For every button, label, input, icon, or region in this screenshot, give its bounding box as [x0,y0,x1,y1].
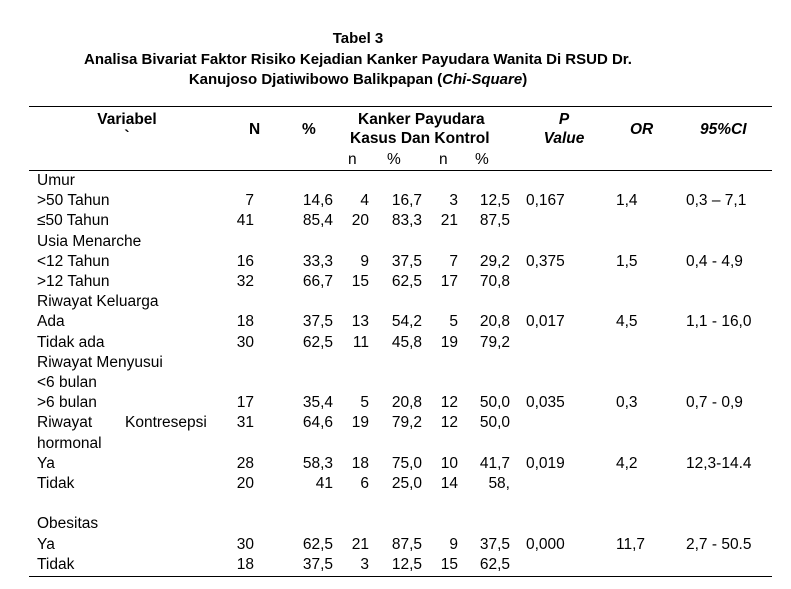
cell-ci: 1,1 - 16,0 [686,313,752,330]
cell-n: 7 [245,192,254,209]
row-label: Tidak ada [37,334,105,351]
cell-pct-kasus: 37,5 [391,253,422,270]
row-label: <12 Tahun [37,253,110,270]
cell-n-kasus: 9 [360,253,369,270]
cell-n-kontrol: 9 [449,536,458,553]
cell-ci: 2,7 - 50.5 [686,536,752,553]
cell-p-value: 0,019 [526,455,565,472]
cell-pct-kontrol: 41,7 [479,455,510,472]
cell-pct-kontrol: 12,5 [479,192,510,209]
header-n: N [249,121,261,138]
cell-n-kontrol: 21 [440,212,458,229]
header-percent: % [302,121,316,138]
cell-percent: 37,5 [302,556,333,573]
header-kanker-line2: Kasus Dan Kontrol [350,130,490,147]
row-label: <6 bulan [37,374,97,391]
header-or: OR [630,121,654,138]
cell-n: 18 [236,313,254,330]
row-label: Ya [37,455,55,472]
table-title-line-2: Kanujoso Djatiwibowo Balikpapan (Chi-Square) [188,71,528,88]
cell-n: 30 [236,536,254,553]
cell-n: 31 [236,414,254,431]
row-label: ≤50 Tahun [37,212,110,229]
cell-percent: 62,5 [302,536,333,553]
cell-n-kasus: 15 [351,273,369,290]
table-header-rule [29,170,772,171]
cell-or: 11,7 [616,536,646,553]
cell-percent: 62,5 [302,334,333,351]
cell-pct-kontrol: 62,5 [479,556,510,573]
cell-pct-kontrol: 79,2 [479,334,510,351]
row-label: Tidak [37,556,75,573]
row-label: Ada [37,313,65,330]
cell-n-kasus: 3 [360,556,369,573]
header-kanker-line1: Kanker Payudara [358,111,485,128]
row-label: Riwayat Keluarga [37,293,159,310]
cell-p-value: 0,375 [526,253,565,270]
row-label: >12 Tahun [37,273,110,290]
cell-percent: 66,7 [302,273,333,290]
cell-percent: 33,3 [302,253,333,270]
cell-n-kasus: 4 [360,192,369,209]
cell-p-value: 0,167 [526,192,565,209]
row-label: hormonal [37,435,102,452]
cell-n-kontrol: 3 [449,192,458,209]
cell-n: 41 [236,212,254,229]
row-label: Riwayat Menyusui [37,354,163,371]
cell-pct-kontrol: 70,8 [479,273,510,290]
cell-pct-kasus: 79,2 [391,414,422,431]
cell-n: 30 [236,334,254,351]
subheader-pct-kasus: % [387,151,401,168]
cell-pct-kontrol: 58, [488,475,510,492]
cell-n-kasus: 6 [360,475,369,492]
cell-ci: 12,3-14.4 [686,455,752,472]
row-label: Riwayat [37,414,93,431]
row-label-continued: Kontresepsi [125,414,207,431]
table-top-rule [29,106,772,107]
cell-or: 4,2 [616,455,638,472]
cell-pct-kasus: 87,5 [391,536,422,553]
cell-percent: 37,5 [302,313,333,330]
header-variabel-mark: ` [124,128,130,145]
row-label: Umur [37,172,75,189]
cell-ci: 0,3 – 7,1 [686,192,747,209]
cell-n-kasus: 20 [351,212,369,229]
table-caption: Tabel 3 [332,30,384,47]
cell-n: 20 [236,475,254,492]
cell-pct-kontrol: 50,0 [479,394,510,411]
cell-n-kontrol: 12 [440,414,458,431]
header-variabel: Variabel [97,111,157,128]
subheader-pct-kontrol: % [475,151,489,168]
cell-n-kasus: 13 [351,313,369,330]
row-label: Obesitas [37,515,99,532]
cell-p-value: 0,035 [526,394,565,411]
cell-pct-kasus: 54,2 [391,313,422,330]
cell-or: 1,4 [616,192,638,209]
cell-n-kontrol: 5 [449,313,458,330]
table-bottom-rule [29,576,772,577]
cell-pct-kasus: 75,0 [391,455,422,472]
row-label: >50 Tahun [37,192,110,209]
cell-ci: 0,7 - 0,9 [686,394,743,411]
cell-pct-kasus: 16,7 [391,192,422,209]
cell-n-kontrol: 19 [440,334,458,351]
header-p: P [558,111,570,128]
cell-n-kontrol: 12 [440,394,458,411]
cell-n-kasus: 11 [352,334,369,351]
cell-percent: 35,4 [302,394,333,411]
cell-pct-kontrol: 50,0 [479,414,510,431]
cell-n-kontrol: 14 [440,475,458,492]
cell-or: 1,5 [616,253,638,270]
cell-n: 18 [236,556,254,573]
cell-n: 16 [236,253,254,270]
cell-ci: 0,4 - 4,9 [686,253,743,270]
cell-p-value: 0,017 [526,313,565,330]
cell-n-kontrol: 10 [440,455,458,472]
subheader-n-kasus: n [348,151,357,168]
cell-n-kasus: 19 [351,414,369,431]
row-label: Tidak [37,475,75,492]
cell-n-kasus: 21 [351,536,369,553]
cell-p-value: 0,000 [526,536,565,553]
cell-n-kasus: 18 [351,455,369,472]
cell-percent: 58,3 [302,455,333,472]
header-ci: 95%CI [700,121,747,138]
cell-n-kontrol: 7 [449,253,458,270]
cell-n-kontrol: 15 [440,556,458,573]
table-title-line-1: Analisa Bivariat Faktor Risiko Kejadian Kanker Payudara Wanita Di RSUD Dr. [84,51,632,68]
header-p-value: Value [543,130,585,147]
cell-pct-kasus: 20,8 [391,394,422,411]
cell-percent: 41 [315,475,333,492]
cell-pct-kasus: 62,5 [391,273,422,290]
cell-percent: 14,6 [302,192,333,209]
cell-n-kontrol: 17 [440,273,458,290]
row-label: Ya [37,536,55,553]
cell-pct-kontrol: 29,2 [479,253,510,270]
cell-n: 28 [236,455,254,472]
cell-pct-kasus: 83,3 [391,212,422,229]
cell-n: 17 [236,394,254,411]
row-label: Usia Menarche [37,233,142,250]
cell-percent: 85,4 [302,212,333,229]
cell-n-kasus: 5 [360,394,369,411]
cell-or: 0,3 [616,394,638,411]
cell-pct-kontrol: 87,5 [479,212,510,229]
subheader-n-kontrol: n [439,151,448,168]
cell-pct-kontrol: 20,8 [479,313,510,330]
cell-pct-kasus: 25,0 [391,475,422,492]
cell-pct-kontrol: 37,5 [479,536,510,553]
cell-pct-kasus: 45,8 [391,334,422,351]
cell-pct-kasus: 12,5 [391,556,422,573]
cell-percent: 64,6 [302,414,333,431]
row-label: >6 bulan [37,394,97,411]
cell-or: 4,5 [616,313,638,330]
cell-n: 32 [236,273,254,290]
